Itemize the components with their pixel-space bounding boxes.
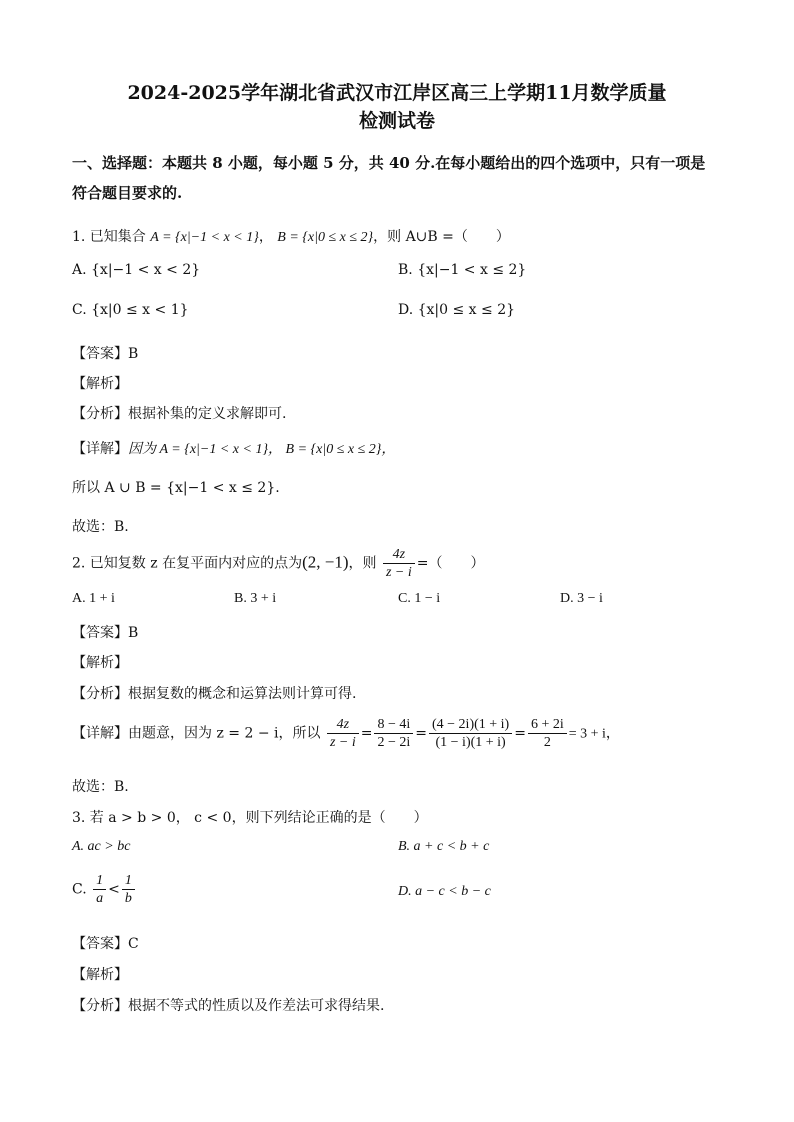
q2-detail-row: 【详解】由题意，因为 z = 2 − i，所以 $\frac{4z}{z - i}$ = $\frac{8 - 4i}{2 - 2i}$ = $\frac{(4 - 2i)(1 + i)}{(1 - i)(1 + i)}$ = $\frac{6 + 2i}{2}$ = 3 + i， [72, 717, 620, 750]
answer-label: 【答案】 [72, 936, 128, 952]
detail-label: 【详解】 [72, 441, 128, 457]
q2-choose: B. [114, 779, 129, 795]
q2-fenxi: 根据复数的概念和运算法则计算可得. [128, 686, 357, 702]
q1-comma: ， [258, 229, 273, 245]
q1-analysis-label: 【解析】 [72, 376, 128, 392]
choose-label: 故选： [72, 779, 114, 795]
q2-option-b: B. 3 + i [234, 591, 277, 606]
frac-den: 2 − 2i [377, 735, 411, 750]
page-title-line2: 检测试卷 [358, 110, 435, 132]
q2-ask: =（ ） [416, 555, 485, 572]
q2-detail-frac-1 [327, 716, 359, 751]
frac-num: 1 [93, 872, 106, 890]
q1-detail: 因为 A = {x|−1 < x < 1}， B = {x|0 ≤ x ≤ 2}， [128, 442, 396, 457]
choose-label: 故选： [72, 519, 114, 535]
q3-option-a: A. ac > bc [72, 839, 131, 854]
frac-num: 6 + 2i [528, 716, 567, 734]
frac-num: 8 − 4i [374, 716, 413, 734]
q3-option-d: D. a − c < b − c [398, 884, 491, 899]
answer-label: 【答案】 [72, 625, 128, 641]
q2-frac-den: z − i [385, 565, 412, 580]
question-2-stem [72, 546, 485, 581]
frac-den: (1 − i)(1 + i) [435, 735, 506, 750]
q1-ask: ，则 A∪B =（ ） [373, 229, 510, 245]
frac-num: (4 − 2i)(1 + i) [429, 716, 512, 734]
q1-answer-row [72, 343, 138, 363]
q2-option-a: A. 1 + i [72, 591, 115, 606]
q2-fraction [383, 546, 415, 581]
q3-answer: C [128, 936, 139, 952]
q2-option-d: D. 3 − i [560, 591, 603, 606]
detail-label: 【详解】 [72, 725, 128, 742]
q3-optc-frac-1 [93, 872, 106, 907]
frac-num: 1 [122, 872, 135, 890]
answer-label: 【答案】 [72, 346, 128, 362]
section-heading-line1: 一、选择题：本题共 8 小题，每小题 5 分，共 40 分.在每小题给出的四个选项中，只有一项是 [72, 154, 706, 172]
q2-prefix: 2. 已知复数 z 在复平面内对应的点为 [72, 555, 303, 572]
page-title-line1: 2024-2025学年湖北省武汉市江岸区高三上学期11月数学质量 [127, 82, 667, 104]
q2-then: ，则 [348, 555, 377, 572]
q3-fenxi: 根据不等式的性质以及作差法可求得结果. [128, 998, 385, 1014]
q2-detail-suffix: = 3 + i， [568, 726, 620, 742]
q1-detail2: 所以 A ∪ B = {x|−1 < x ≤ 2}. [72, 480, 280, 496]
q1-prefix: 1. 已知集合 [72, 229, 146, 245]
q1-fenxi-row [72, 403, 286, 423]
q2-analysis-label: 【解析】 [72, 655, 128, 671]
q2-detail-frac-2 [374, 716, 413, 751]
frac-den: a [96, 891, 104, 906]
q2-detail-prefix: 由题意，因为 z = 2 − i，所以 [128, 725, 321, 742]
frac-den: 2 [543, 735, 551, 750]
q2-point: (2, −1) [302, 552, 349, 572]
frac-num: 4z [327, 716, 359, 734]
q1-option-a: A. {x|−1 < x < 2} [72, 262, 201, 278]
question-3-stem: 3. 若 a > b > 0， c < 0，则下列结论正确的是（ ） [72, 810, 428, 826]
q1-option-d: D. {x|0 ≤ x ≤ 2} [398, 302, 516, 318]
q3-option-b: B. a + c < b + c [398, 839, 490, 854]
q3-optc-lt: < [108, 881, 120, 898]
q2-answer-row [72, 622, 138, 642]
q3-option-c [72, 872, 137, 907]
section-heading-line2: 符合题目要求的. [72, 184, 183, 202]
q2-fenxi-row [72, 683, 356, 703]
q3-analysis-label: 【解析】 [72, 967, 128, 983]
q1-fenxi: 根据补集的定义求解即可. [128, 406, 287, 422]
q3-answer-row [72, 933, 139, 953]
q2-choose-row [72, 776, 129, 796]
fenxi-label: 【分析】 [72, 406, 128, 422]
question-1-stem [72, 226, 510, 246]
frac-den: z − i [329, 735, 356, 750]
q1-detail-row [72, 438, 395, 458]
q2-option-c: C. 1 − i [398, 591, 441, 606]
q1-set-a: A = {x|−1 < x < 1} [150, 230, 259, 245]
q2-frac-num: 4z [383, 546, 415, 564]
q3-optc-prefix: C. [72, 881, 87, 898]
q2-detail-frac-4 [528, 716, 567, 751]
q2-answer: B [128, 625, 139, 641]
q1-option-b: B. {x|−1 < x ≤ 2} [398, 262, 527, 278]
q2-detail-frac-3 [429, 716, 512, 751]
fenxi-label: 【分析】 [72, 686, 128, 702]
q1-choose: B. [114, 519, 129, 535]
q1-choose-row [72, 516, 129, 536]
q1-option-c: C. {x|0 ≤ x < 1} [72, 302, 189, 318]
fenxi-label: 【分析】 [72, 998, 128, 1014]
q1-answer: B [128, 346, 139, 362]
q3-fenxi-row [72, 995, 384, 1015]
q1-set-b: B = {x|0 ≤ x ≤ 2} [277, 230, 374, 245]
q3-optc-frac-2 [122, 872, 135, 907]
frac-den: b [124, 891, 132, 906]
